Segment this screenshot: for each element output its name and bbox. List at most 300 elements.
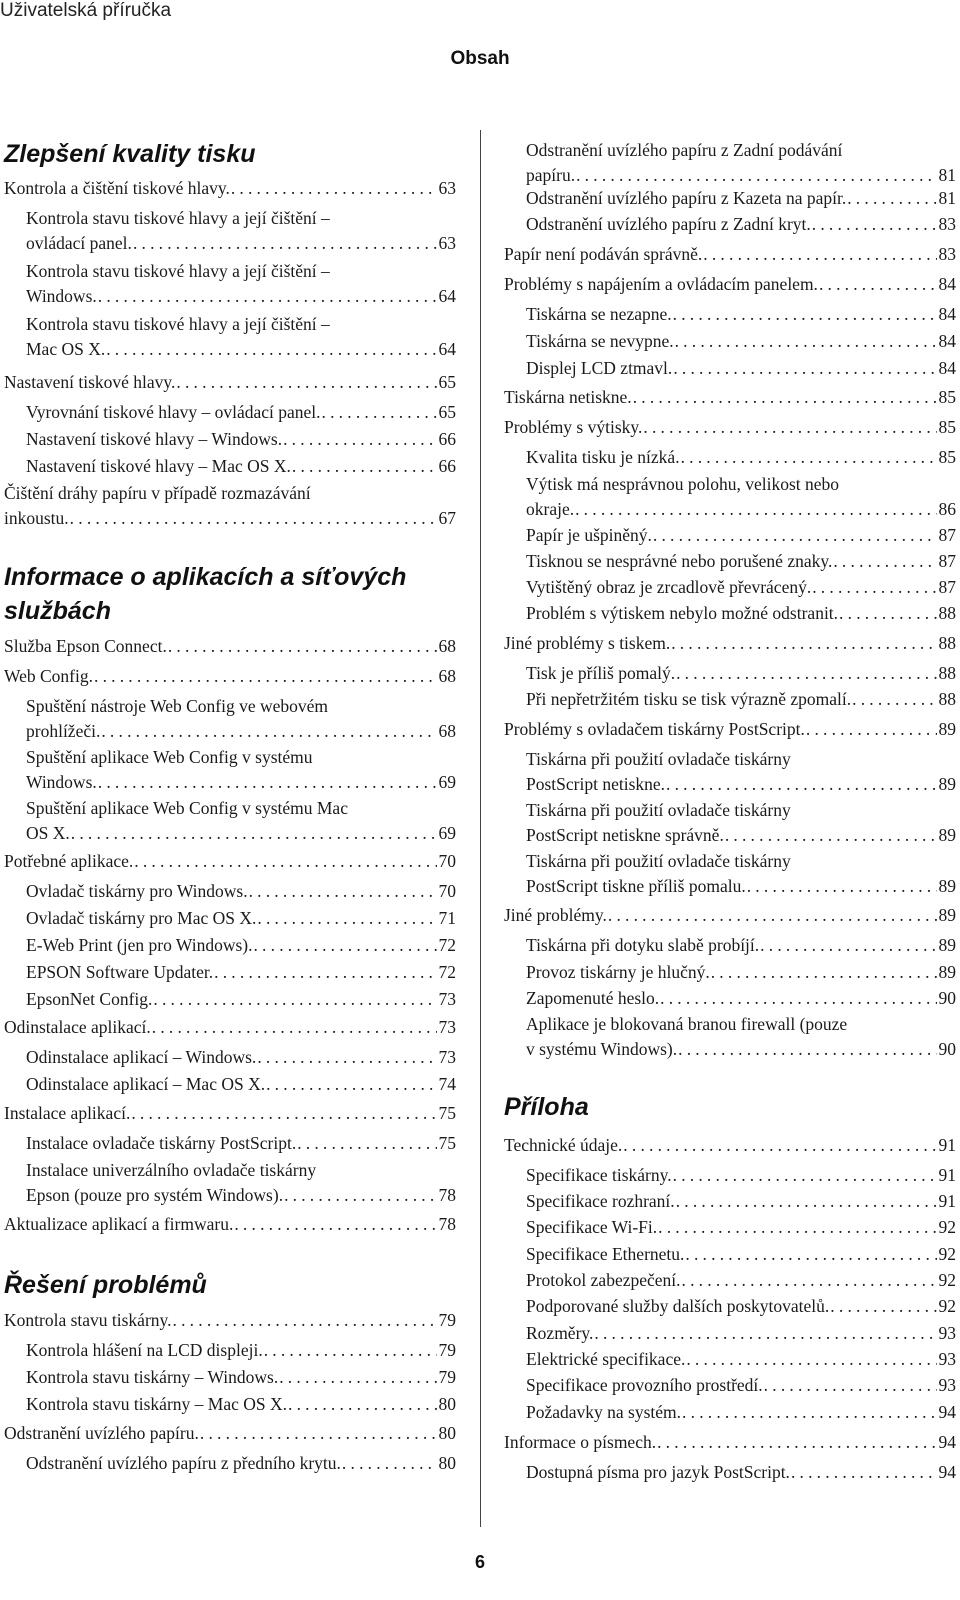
dot-leader [725,823,937,848]
toc-entry[interactable] [504,1430,956,1455]
toc-entry-label: Vytištěný obraz je zrcadlově převrácený. [526,577,812,597]
toc-entry-label: Kontrola stavu tiskové hlavy a její čištění – [26,314,330,334]
toc-page-number: 94 [938,1462,956,1482]
toc-entry-label: Technické údaje. [504,1135,623,1155]
toc-entry-label: Jiné problémy. [504,905,607,925]
toc-page-number: 71 [438,908,456,928]
toc-page-number: 83 [938,244,956,264]
toc-subentry[interactable] [26,1131,456,1156]
toc-entry-label: EPSON Software Updater. [26,962,214,982]
dot-leader [70,506,437,531]
dot-leader [666,772,936,797]
toc-subentry[interactable] [26,1338,456,1363]
toc-page-number: 69 [438,772,456,792]
section-title: Obsah [450,48,510,69]
toc-entry-label: Elektrické specifikace. [526,1349,686,1369]
toc-subentry[interactable] [26,427,456,452]
toc-entry-label: Odstranění uvízlého papíru z Zadní kryt. [526,214,811,234]
toc-page-number: 93 [938,1323,956,1343]
toc-entry-label: Tiskárna při použití ovladače tiskárny [526,851,791,871]
toc-subentry[interactable] [526,523,956,548]
dot-leader [133,231,437,256]
toc-subentry[interactable] [526,302,956,327]
toc-page-number: 75 [438,1133,456,1153]
toc-entry-label: Rozměry. [526,1323,594,1343]
toc-entry-label: prohlížeči. [26,721,101,741]
toc-entry-label: Tiskárna při použití ovladače tiskárny [526,800,791,820]
toc-entry-label: Specifikace Ethernetu. [526,1244,685,1264]
toc-entry[interactable] [504,631,956,656]
dot-leader [660,986,936,1011]
toc-page-number: 89 [938,905,956,925]
toc-entry-label: Čištění dráhy papíru v případě rozmazávání [4,483,311,503]
toc-entry-label: papíru. [526,165,576,185]
dot-leader [292,454,437,479]
toc-page-number: 79 [438,1340,456,1360]
toc-page-number: 68 [438,721,456,741]
toc-subentry[interactable] [526,1460,956,1485]
dot-leader [608,903,937,928]
toc-entry-label: Odstranění uvízlého papíru z Kazeta na papír. [526,188,847,208]
dot-leader [283,427,436,452]
toc-entry-label: Nastavení tiskové hlavy – Windows. [26,429,283,449]
toc-subentry[interactable] [526,798,956,848]
toc-section-heading: Informace o aplikacích a síťových [4,563,407,591]
toc-page-number: 68 [438,636,456,656]
dot-leader [852,687,936,712]
toc-entry[interactable] [4,1421,456,1446]
dot-leader [830,1294,936,1319]
toc-entry[interactable] [504,385,956,410]
toc-subentry[interactable] [26,1072,456,1097]
toc-page-number: 69 [438,823,456,843]
dot-leader [760,933,936,958]
toc-entry-label: Výtisk má nesprávnou polohu, velikost nebo [526,474,840,494]
dot-leader [322,400,437,425]
toc-subentry[interactable] [526,1189,956,1214]
toc-entry-label: Zapomenuté heslo. [526,988,660,1008]
toc-entry[interactable] [504,415,956,440]
toc-page-number: 91 [938,1165,956,1185]
toc-entry-label: Při nepřetržitém tisku se tisk výrazně zpomalí. [526,689,852,709]
toc-subentry[interactable] [526,212,956,237]
toc-subentry[interactable] [526,575,956,600]
toc-entry-label: Windows. [26,772,97,792]
toc-entry-label: Jiné problémy s tiskem. [504,633,671,653]
dot-leader [812,575,936,600]
toc-page-number: 67 [438,508,456,528]
toc-page-number: 81 [938,188,956,208]
toc-subentry[interactable] [526,1012,956,1062]
toc-entry-label: Kontrola a čištění tiskové hlavy. [4,178,230,198]
dot-leader [131,1101,436,1126]
toc-subentry[interactable] [526,186,956,211]
toc-subentry[interactable] [526,960,956,985]
toc-subentry[interactable] [26,1365,456,1390]
toc-page-number: 79 [438,1310,456,1330]
dot-leader [94,664,437,689]
toc-entry[interactable] [504,717,956,742]
toc-entry-label: Problém s výtiskem nebylo možné odstranit. [526,603,839,623]
toc-entry-label: EpsonNet Config. [26,989,153,1009]
dot-leader [168,634,437,659]
toc-entry-label: Displej LCD ztmavl. [526,358,673,378]
dot-leader [658,1215,936,1240]
toc-page-number: 89 [938,825,956,845]
toc-page-number: 73 [438,1017,456,1037]
toc-subentry[interactable] [26,400,456,425]
toc-entry[interactable] [4,1101,456,1126]
dot-leader [675,329,937,354]
toc-entry-label: Problémy s ovladačem tiskárny PostScript. [504,719,805,739]
toc-entry-label: Potřebné aplikace. [4,851,134,871]
toc-entry-label: Tiskárna se nevypne. [526,331,674,351]
toc-entry-label: Odinstalace aplikací – Windows. [26,1047,257,1067]
toc-entry-label: Ovladač tiskárny pro Mac OS X. [26,908,257,928]
toc-page-number: 84 [938,304,956,324]
toc-page-number: 87 [938,551,956,571]
toc-page-number: 78 [438,1214,456,1234]
toc-page-number: 93 [938,1375,956,1395]
toc-entry-label: Specifikace tiskárny. [526,1165,672,1185]
toc-entry-label: Nastavení tiskové hlavy – Mac OS X. [26,456,291,476]
toc-entry[interactable] [504,903,956,928]
dot-leader [98,284,437,309]
dot-leader [594,1321,936,1346]
toc-entry-label: Požadavky na systém. [526,1402,682,1422]
toc-entry-label: Aktualizace aplikací a firmwaru. [4,1214,234,1234]
toc-entry[interactable] [504,1133,956,1158]
toc-entry-label: Spuštění nástroje Web Config ve webovém [26,696,329,716]
toc-entry-label: Tiskárna se nezapne. [526,304,672,324]
toc-page-number: 94 [938,1402,956,1422]
toc-page-number: 72 [438,935,456,955]
toc-page-number: 68 [438,666,456,686]
toc-page-number: 88 [938,663,956,683]
toc-entry-label: Windows. [26,286,97,306]
toc-subentry[interactable] [526,661,956,686]
dot-leader [703,242,936,267]
toc-entry[interactable] [4,1308,456,1333]
toc-subentry[interactable] [26,1392,456,1417]
toc-subentry[interactable] [526,138,956,188]
toc-page-number: 80 [438,1423,456,1443]
toc-subentry[interactable] [526,747,956,797]
dot-leader [266,1072,436,1097]
dot-leader [764,1373,937,1398]
toc-page-number: 80 [438,1394,456,1414]
dot-leader [657,1430,936,1455]
toc-page-number: 92 [938,1217,956,1237]
dot-leader [682,1400,936,1425]
toc-subentry[interactable] [26,960,456,985]
toc-page-number: 75 [438,1103,456,1123]
toc-subentry[interactable] [526,1294,956,1319]
toc-entry-label: Kontrola stavu tiskové hlavy a její čištění – [26,208,330,228]
toc-entry-label: Informace o písmech. [504,1432,657,1452]
toc-subentry[interactable] [26,879,456,904]
toc-section-heading: Příloha [504,1093,589,1121]
page-number: 6 [474,1552,485,1572]
toc-entry-label: Odstranění uvízlého papíru z Zadní podávání [526,140,843,160]
dot-leader [176,370,436,395]
toc-subentry[interactable] [526,356,956,381]
toc-entry-label: Specifikace Wi-Fi. [526,1217,658,1237]
toc-page-number: 94 [938,1432,956,1452]
toc-page-number: 92 [938,1296,956,1316]
toc-entry[interactable] [4,1015,456,1040]
dot-leader [681,445,937,470]
dot-leader [812,212,937,237]
toc-page-number: 84 [938,358,956,378]
dot-leader [685,1242,936,1267]
toc-entry-label: Papír je ušpiněný. [526,525,652,545]
toc-page-number: 84 [938,274,956,294]
toc-subentry[interactable] [26,1451,456,1476]
toc-subentry[interactable] [26,454,456,479]
toc-subentry[interactable] [26,987,456,1012]
toc-entry[interactable] [4,634,456,659]
toc-entry-label: E-Web Print (jen pro Windows). [26,935,253,955]
dot-leader [673,356,936,381]
toc-subentry[interactable] [526,1215,956,1240]
dot-leader [134,849,436,874]
toc-entry-label: Provoz tiskárny je hlučný. [526,962,710,982]
toc-page-number: 80 [438,1453,456,1473]
toc-entry-label: Web Config. [4,666,93,686]
toc-page-number: 70 [438,851,456,871]
dot-leader [686,1347,936,1372]
toc-page-number: 84 [938,331,956,351]
toc-subentry[interactable] [526,472,956,522]
toc-entry[interactable] [4,370,456,395]
toc-entry-label: Ovladač tiskárny pro Windows. [26,881,248,901]
toc-entry-label: Dostupná písma pro jazyk PostScript. [526,1462,790,1482]
toc-entry-label: Spuštění aplikace Web Config v systému [26,747,313,767]
toc-page-number: 89 [938,774,956,794]
dot-leader [200,1421,437,1446]
toc-entry-label: Tiskárna netiskne. [504,387,632,407]
toc-subentry[interactable] [26,206,456,256]
toc-page-number: 64 [438,339,456,359]
dot-leader [676,1189,937,1214]
dot-leader [576,163,936,188]
toc-subentry[interactable] [526,549,956,574]
toc-subentry[interactable] [526,1373,956,1398]
dot-leader [279,1365,436,1390]
dot-leader [847,186,936,211]
toc-entry[interactable] [4,481,456,531]
toc-subentry[interactable] [26,1158,456,1208]
toc-entry-label: Tisk je příliš pomalý. [526,663,676,683]
toc-subentry[interactable] [526,601,956,626]
toc-entry-label: Kontrola hlášení na LCD displeji. [26,1340,263,1360]
toc-entry-label: Kontrola stavu tiskové hlavy a její čištění – [26,261,330,281]
dot-leader [231,176,437,201]
toc-page-number: 79 [438,1367,456,1387]
toc-page-number: 88 [938,689,956,709]
dot-leader [264,1338,437,1363]
toc-page-number: 85 [938,447,956,467]
dot-leader [106,337,436,362]
toc-page-number: 78 [438,1185,456,1205]
toc-entry-label: okraje. [526,499,575,519]
toc-subentry[interactable] [526,329,956,354]
toc-page-number: 85 [938,387,956,407]
toc-page-number: 66 [438,429,456,449]
toc-page-number: 89 [938,876,956,896]
toc-entry-label: Specifikace rozhraní. [526,1191,675,1211]
toc-entry[interactable] [504,272,956,297]
toc-page-number: 83 [938,214,956,234]
toc-subentry[interactable] [526,1321,956,1346]
toc-page-number: 92 [938,1244,956,1264]
toc-entry-label: Mac OS X. [26,339,106,359]
toc-subentry[interactable] [526,1242,956,1267]
dot-leader [806,717,937,742]
toc-entry-label: Epson (pouze pro systém Windows). [26,1185,284,1205]
toc-entry-label: Instalace aplikací. [4,1103,131,1123]
toc-entry-label: ovládací panel. [26,233,132,253]
toc-section-heading: Zlepšení kvality tisku [4,140,256,168]
toc-subentry[interactable] [26,259,456,309]
toc-subentry[interactable] [26,906,456,931]
dot-leader [839,601,936,626]
dot-leader [173,1308,437,1333]
toc-subentry[interactable] [26,796,456,846]
toc-subentry[interactable] [526,1400,956,1425]
toc-entry-label: Odstranění uvízlého papíru. [4,1423,199,1443]
toc-page-number: 91 [938,1191,956,1211]
dot-leader [98,770,437,795]
dot-leader [682,1268,937,1293]
toc-subentry[interactable] [26,694,456,744]
toc-page-number: 66 [438,456,456,476]
toc-page-number: 63 [438,178,456,198]
toc-subentry[interactable] [526,1163,956,1188]
toc-page-number: 81 [938,165,956,185]
toc-page-number: 91 [938,1135,956,1155]
toc-entry-label: Podporované služby dalších poskytovatelů. [526,1296,830,1316]
toc-entry-label: Instalace ovladače tiskárny PostScript. [26,1133,297,1153]
toc-page-number: 73 [438,989,456,1009]
toc-entry-label: PostScript tiskne příliš pomalu. [526,876,746,896]
dot-leader [101,719,436,744]
toc-entry[interactable] [4,849,456,874]
toc-page-number: 72 [438,962,456,982]
toc-subentry[interactable] [26,745,456,795]
toc-entry-label: inkoustu. [4,508,69,528]
dot-leader [791,1460,937,1485]
toc-entry[interactable] [4,1212,456,1237]
toc-entry-label: Papír není podáván správně. [504,244,703,264]
toc-page-number: 88 [938,633,956,653]
toc-entry-label: Odinstalace aplikací. [4,1017,151,1037]
toc-entry-label: Kvalita tisku je nízká. [526,447,680,467]
dot-leader [671,631,936,656]
toc-entry-label: PostScript netiskne. [526,774,666,794]
dot-leader [257,1045,436,1070]
toc-subentry[interactable] [26,1045,456,1070]
toc-entry-label: Tisknou se nesprávné nebo porušené znaky. [526,551,833,571]
dot-leader [214,960,436,985]
column-divider [480,130,481,1527]
dot-leader [257,906,436,931]
toc-entry-label: Protokol zabezpečení. [526,1270,681,1290]
toc-page-number: 74 [438,1074,456,1094]
dot-leader [153,987,436,1012]
toc-entry-label: Tiskárna při použití ovladače tiskárny [526,749,791,769]
toc-entry-label: Vyrovnání tiskové hlavy – ovládací panel. [26,402,321,422]
toc-subentry[interactable] [26,312,456,362]
toc-subentry[interactable] [526,933,956,958]
toc-entry-label: v systému Windows). [526,1039,678,1059]
toc-entry-label: Kontrola stavu tiskárny. [4,1310,172,1330]
toc-entry[interactable] [504,242,956,267]
toc-entry[interactable] [4,664,456,689]
toc-page-number: 92 [938,1270,956,1290]
dot-leader [833,549,936,574]
toc-subentry[interactable] [526,1268,956,1293]
toc-page-number: 90 [938,988,956,1008]
toc-page-number: 90 [938,1039,956,1059]
toc-page-number: 65 [438,402,456,422]
toc-entry-label: Instalace univerzálního ovladače tiskárny [26,1160,317,1180]
toc-entry-label: Problémy s výtisky. [504,417,643,437]
dot-leader [643,415,936,440]
toc-entry-label: PostScript netiskne správně. [526,825,724,845]
toc-subentry[interactable] [526,1347,956,1372]
dot-leader [819,272,937,297]
toc-page-number: 65 [438,372,456,392]
toc-page-number: 86 [938,499,956,519]
toc-section-heading: službách [4,597,111,625]
toc-entry[interactable] [4,176,456,201]
toc-page-number: 89 [938,962,956,982]
toc-page-number: 64 [438,286,456,306]
dot-leader [288,1392,436,1417]
dot-leader [71,821,437,846]
toc-page-number: 87 [938,577,956,597]
dot-leader [152,1015,437,1040]
toc-entry-label: OS X. [26,823,70,843]
dot-leader [673,1163,937,1188]
dot-leader [747,874,937,899]
toc-entry-label: Spuštění aplikace Web Config v systému Mac [26,798,348,818]
toc-subentry[interactable] [526,849,956,899]
toc-subentry[interactable] [526,687,956,712]
dot-leader [653,523,937,548]
dot-leader [623,1133,936,1158]
toc-subentry[interactable] [26,933,456,958]
toc-entry-label: Kontrola stavu tiskárny – Mac OS X. [26,1394,288,1414]
dot-leader [575,497,936,522]
toc-page-number: 89 [938,719,956,739]
dot-leader [678,1037,936,1062]
dot-leader [673,302,937,327]
toc-entry-label: Kontrola stavu tiskárny – Windows. [26,1367,279,1387]
toc-subentry[interactable] [526,986,956,1011]
toc-section-heading: Řešení problémů [4,1271,207,1299]
toc-page-number: 70 [438,881,456,901]
dot-leader [342,1451,437,1476]
toc-entry-label: Specifikace provozního prostředí. [526,1375,763,1395]
toc-entry-label: Odstranění uvízlého papíru z předního krytu. [26,1453,341,1473]
toc-subentry[interactable] [526,445,956,470]
running-head: Uživatelská příručka [0,0,172,21]
toc-page-number: 88 [938,603,956,623]
dot-leader [633,385,937,410]
